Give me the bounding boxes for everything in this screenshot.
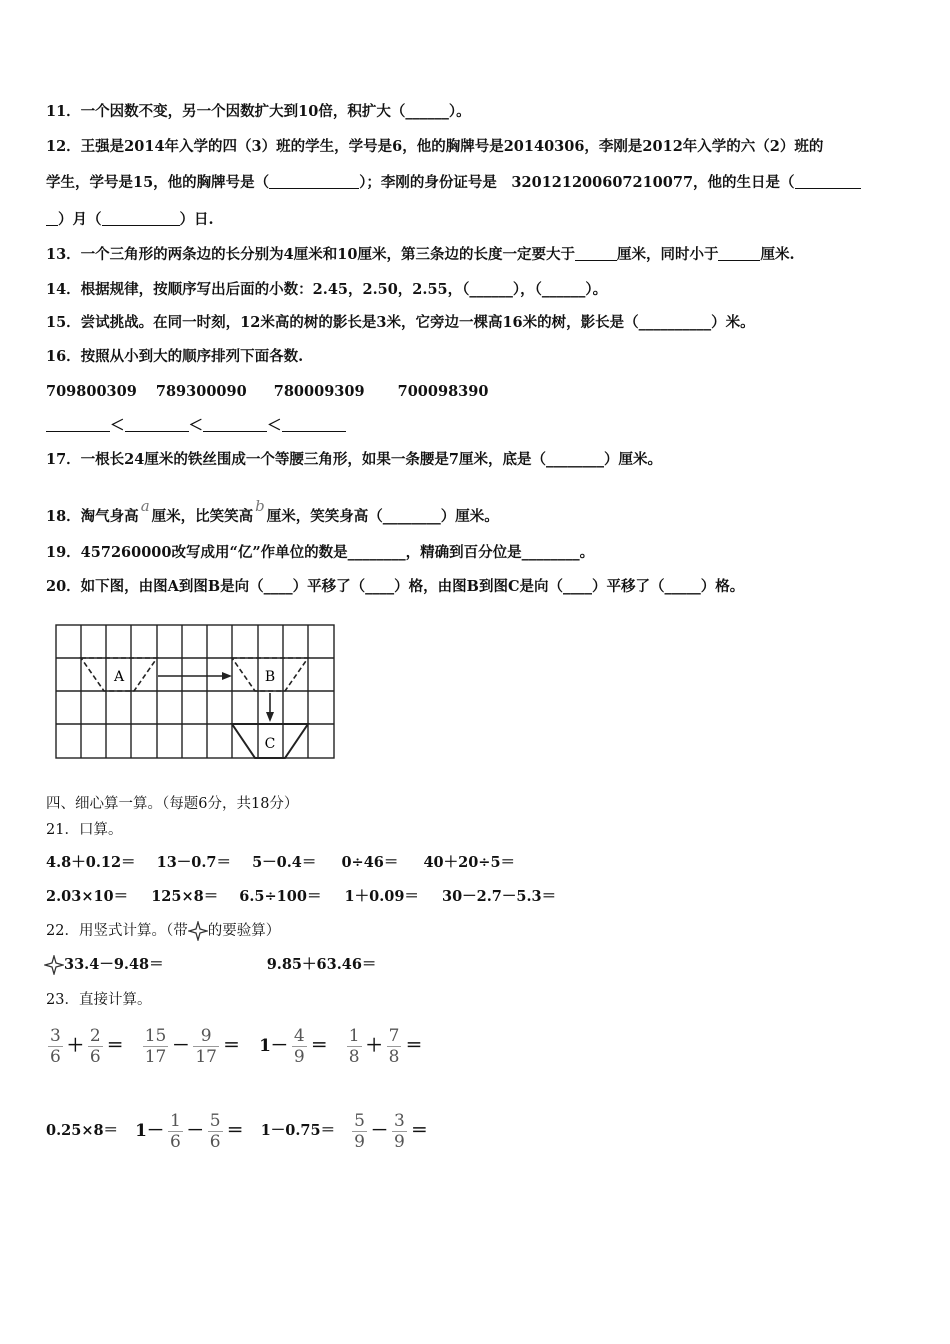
- fraction: $\frac{5}{9}$: [354, 1110, 365, 1152]
- q12-text-a: 学生，学号是15，他的胸牌号是（: [46, 174, 270, 191]
- answer-blank[interactable]: [795, 174, 861, 189]
- question-23: 23．直接计算。: [46, 992, 152, 1008]
- mental-calc-item: 0÷46＝: [341, 854, 399, 871]
- question-20: 20．如下图，由图A到图B是向（____）平移了（____）格，由图B到图C是向（____）平移了（_____）格。: [46, 578, 745, 595]
- fraction-expression: $\frac{1}{8}$ ＋ $\frac{7}{8}$ ＝: [348, 1025, 423, 1067]
- question-13: [46, 245, 910, 265]
- q18-text-b: 厘米，比笑笑高: [151, 508, 254, 525]
- question-17: 17．一根长24厘米的铁丝围成一个等腰三角形，如果一条腰是7厘米，底是（________）厘米。: [46, 451, 662, 468]
- answer-blank[interactable]: [102, 211, 180, 226]
- fraction: $\frac{1}{8}$: [348, 1025, 360, 1067]
- fraction-expression: 1－ $\frac{1}{6}$ － $\frac{5}{6}$ ＝: [135, 1110, 244, 1152]
- number-item: 709800309: [46, 383, 137, 400]
- number-item: 780009309: [273, 383, 365, 400]
- q13-text-a: 13．一个三角形的两条边的长分别为4厘米和10厘米，第三条边的长度一定要大于: [46, 246, 575, 263]
- variable-a: a: [140, 497, 150, 515]
- question-15: 15．尝试挑战。在同一时刻，12米高的树的影长是3米，它旁边一棵高16米的树，影长是（__________）米。: [46, 314, 755, 331]
- question-12-line1: 12．王强是2014年入学的四（3）班的学生，学号是6，他的胸牌号是20140306，李刚是2012年入学的六（2）班的: [46, 138, 824, 155]
- question-22-items: [46, 955, 910, 975]
- question-21-row1: [46, 853, 910, 873]
- decimal-expression: 1－0.75＝: [260, 1122, 336, 1139]
- question-21-row2: [46, 887, 910, 907]
- mental-calc-item: 30－2.7－5.3＝: [441, 888, 557, 905]
- star-icon: [188, 921, 208, 941]
- grid-lines: [56, 625, 334, 758]
- question-23-row2: [46, 1107, 910, 1155]
- q18-text-a: 18．淘气身高: [46, 508, 139, 525]
- number-item: 700098390: [397, 383, 489, 400]
- answer-blank[interactable]: [46, 417, 110, 432]
- q12-text-b: ）；李刚的身份证号是 320121200607210077，他的生日是（: [359, 174, 795, 191]
- question-14: 14．根据规律，按顺序写出后面的小数：2.45，2.50，2.55，（______），（______）。: [46, 281, 608, 298]
- mental-calc-item: 4.8＋0.12＝: [46, 854, 136, 871]
- mental-calc-item: 13－0.7＝: [156, 854, 232, 871]
- answer-blank[interactable]: [203, 417, 267, 432]
- question-12-line2: [46, 173, 910, 193]
- question-21: 21．口算。: [46, 822, 123, 838]
- question-19: 19．457260000改写成用“亿”作单位的数是________，精确到百分位是________。: [46, 544, 595, 561]
- variable-b: b: [255, 497, 265, 515]
- q13-text-c: 厘米.: [760, 246, 795, 263]
- fraction: $\frac{3}{9}$: [393, 1110, 405, 1152]
- mental-calc-item: 5－0.4＝: [252, 854, 317, 871]
- fraction-expression: $\frac{3}{6}$ ＋ $\frac{2}{6}$ ＝: [50, 1025, 124, 1067]
- fraction: $\frac{9}{17}$: [195, 1025, 217, 1067]
- question-23-row1: [46, 1022, 910, 1070]
- q12-text-c: ）月（: [58, 211, 102, 228]
- fraction: $\frac{7}{8}$: [388, 1025, 400, 1067]
- less-than-sign: ＜: [267, 417, 282, 434]
- fraction: $\frac{1}{6}$: [169, 1110, 181, 1152]
- answer-blank[interactable]: [282, 417, 346, 432]
- question-11: 11．一个因数不变，另一个因数扩大到10倍，积扩大（______）。: [46, 103, 471, 120]
- question-16-order-blanks: [46, 416, 910, 436]
- q22-text-b: 的要验算）: [207, 923, 281, 939]
- less-than-sign: ＜: [188, 417, 203, 434]
- less-than-sign: ＜: [110, 417, 125, 434]
- mental-calc-item: 40＋20÷5＝: [423, 854, 516, 871]
- question-12-line3: [46, 210, 910, 230]
- answer-blank[interactable]: [125, 417, 189, 432]
- answer-blank[interactable]: [269, 174, 359, 189]
- mental-calc-item: 6.5÷100＝: [239, 888, 322, 905]
- fraction: $\frac{3}{6}$: [50, 1025, 61, 1067]
- arrow-a-to-b-head: [222, 672, 232, 680]
- star-icon: [44, 955, 64, 975]
- fraction-expression: $\frac{5}{9}$ － $\frac{3}{9}$ ＝: [354, 1110, 428, 1152]
- question-22: [46, 921, 910, 941]
- shape-a-label: A: [113, 669, 125, 685]
- shape-c-label: C: [264, 736, 276, 752]
- mental-calc-item: 1＋0.09＝: [344, 888, 419, 905]
- section-4-heading: 四、细心算一算。（每题6分，共18分）: [46, 796, 299, 812]
- fraction: $\frac{5}{6}$: [209, 1110, 221, 1152]
- vertical-calc-item: 9.85＋63.46＝: [266, 956, 377, 973]
- q12-text-d: ）日.: [179, 211, 214, 228]
- answer-blank[interactable]: [575, 246, 617, 261]
- translation-grid-figure: [54, 622, 338, 762]
- q18-text-c: 厘米，笑笑身高（________）厘米。: [266, 508, 499, 525]
- q22-text-a: 22．用竖式计算。（带: [46, 923, 188, 939]
- number-item: 789300090: [155, 383, 247, 400]
- question-16-numbers: [46, 382, 910, 402]
- answer-blank[interactable]: [718, 246, 760, 261]
- q13-text-b: 厘米，同时小于: [616, 246, 719, 263]
- mental-calc-item: 125×8＝: [151, 888, 219, 905]
- fraction: $\frac{4}{9}$: [293, 1025, 305, 1067]
- question-18: [46, 496, 910, 527]
- question-16: 16．按照从小到大的顺序排列下面各数.: [46, 348, 304, 365]
- answer-blank[interactable]: [46, 211, 58, 226]
- shape-b-label: B: [264, 669, 276, 685]
- vertical-calc-item: 33.4－9.48＝: [64, 956, 164, 973]
- fraction: $\frac{2}{6}$: [89, 1025, 101, 1067]
- fraction-expression: $\frac{15}{17}$ － $\frac{9}{17}$ ＝: [144, 1025, 240, 1067]
- fraction-expression: 1－ $\frac{4}{9}$ ＝: [259, 1025, 328, 1067]
- mental-calc-item: 2.03×10＝: [46, 888, 129, 905]
- arrow-b-to-c-head: [266, 712, 274, 722]
- fraction: $\frac{15}{17}$: [144, 1025, 167, 1067]
- decimal-expression: 0.25×8＝: [46, 1122, 119, 1139]
